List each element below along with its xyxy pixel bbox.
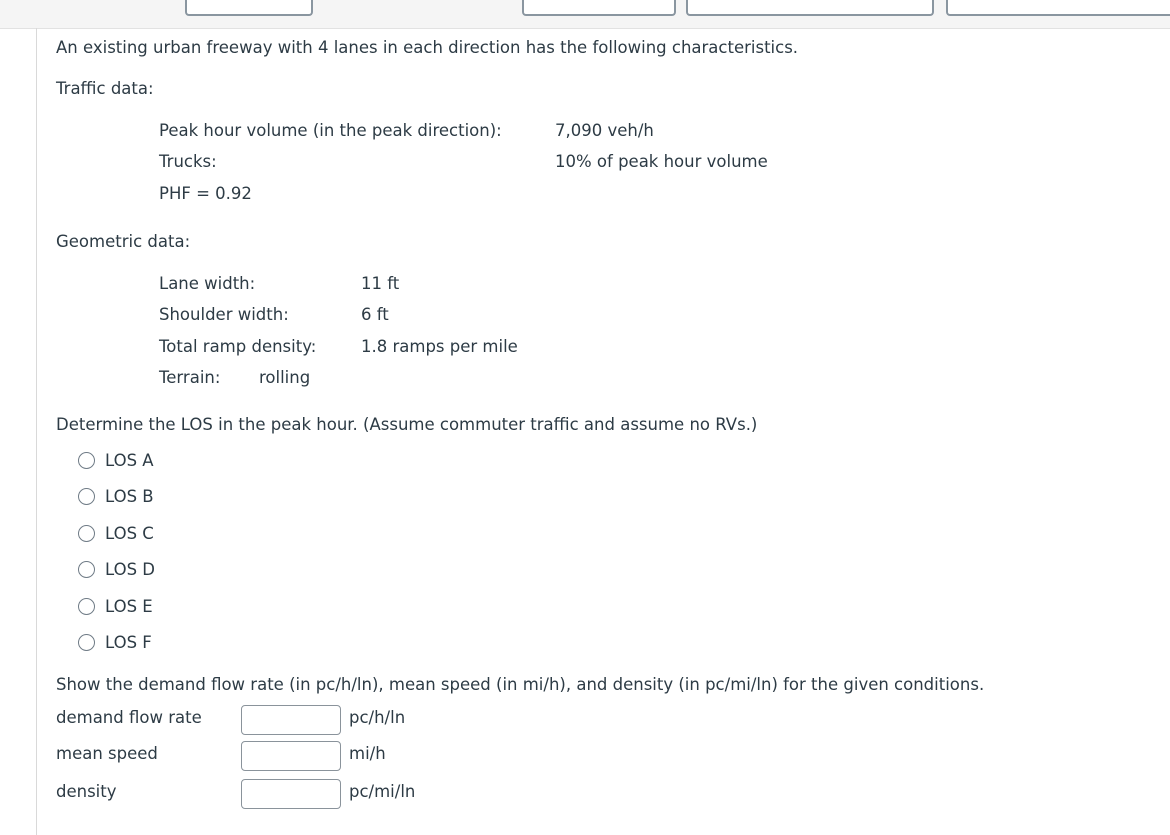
demand-flow-input[interactable] xyxy=(241,705,341,735)
demand-flow-label: demand flow rate xyxy=(56,708,202,727)
option-los-d[interactable] xyxy=(78,557,155,581)
shoulder-width-label: Shoulder width: xyxy=(159,305,289,324)
mean-speed-unit: mi/h xyxy=(349,744,386,763)
top-answer-box[interactable] xyxy=(686,0,934,16)
radio-button[interactable] xyxy=(78,525,95,542)
mean-speed-label: mean speed xyxy=(56,744,158,763)
lane-width-value: 11 ft xyxy=(361,274,400,293)
option-label: LOS C xyxy=(105,523,154,543)
density-label: density xyxy=(56,782,117,801)
problem-intro: An existing urban freeway with 4 lanes in each direction has the following characteristics. xyxy=(56,38,799,57)
option-los-c[interactable] xyxy=(78,521,154,545)
radio-button[interactable] xyxy=(78,452,95,469)
option-label: LOS B xyxy=(105,486,154,506)
top-answer-box[interactable] xyxy=(185,0,313,16)
density-input[interactable] xyxy=(241,779,341,809)
option-los-f[interactable] xyxy=(78,630,152,654)
top-answer-box[interactable] xyxy=(522,0,676,16)
radio-button[interactable] xyxy=(78,634,95,651)
ramp-density-value: 1.8 ramps per mile xyxy=(361,337,518,356)
radio-button[interactable] xyxy=(78,488,95,505)
terrain-value: rolling xyxy=(259,368,311,387)
demand-flow-unit: pc/h/ln xyxy=(349,708,406,727)
traffic-data-heading: Traffic data: xyxy=(56,79,154,98)
los-question: Determine the LOS in the peak hour. (Assume commuter traffic and assume no RVs.) xyxy=(56,415,758,434)
phf-text: PHF = 0.92 xyxy=(159,184,252,203)
geometric-data-heading: Geometric data: xyxy=(56,232,191,251)
option-los-a[interactable] xyxy=(78,448,154,472)
radio-button[interactable] xyxy=(78,598,95,615)
content-left-border xyxy=(36,28,37,835)
flow-question: Show the demand flow rate (in pc/h/ln), mean speed (in mi/h), and density (in pc/mi/ln) for the given conditions. xyxy=(56,675,985,694)
mean-speed-input[interactable] xyxy=(241,741,341,771)
peak-volume-value: 7,090 veh/h xyxy=(555,121,654,140)
option-los-b[interactable] xyxy=(78,484,154,508)
option-label: LOS E xyxy=(105,596,153,616)
option-label: LOS F xyxy=(105,632,152,652)
density-unit: pc/mi/ln xyxy=(349,782,416,801)
terrain-label: Terrain: xyxy=(159,368,221,387)
option-label: LOS D xyxy=(105,559,156,579)
ramp-density-label: Total ramp density: xyxy=(159,337,317,356)
option-label: LOS A xyxy=(105,450,154,470)
lane-width-label: Lane width: xyxy=(159,274,256,293)
top-answer-box[interactable] xyxy=(946,0,1170,16)
radio-button[interactable] xyxy=(78,561,95,578)
shoulder-width-value: 6 ft xyxy=(361,305,389,324)
trucks-value: 10% of peak hour volume xyxy=(555,152,768,171)
option-los-e[interactable] xyxy=(78,594,153,618)
peak-volume-label: Peak hour volume (in the peak direction): xyxy=(159,121,502,140)
trucks-label: Trucks: xyxy=(159,152,217,171)
